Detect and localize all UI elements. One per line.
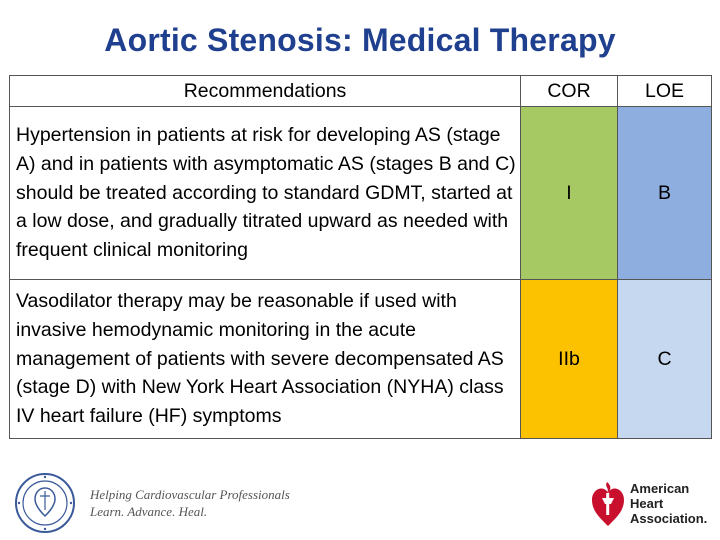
loe-cell: C [618,280,712,439]
recommendations-table [9,75,712,439]
acc-tagline-line2: Learn. Advance. Heal. [90,504,208,519]
header-cor: COR [521,76,618,107]
acc-logo [14,472,290,534]
slide-title: Aortic Stenosis: Medical Therapy [104,22,616,58]
table-row [10,107,712,280]
loe-cell: B [618,107,712,280]
recommendation-text: Vasodilator therapy may be reasonable if used with invasive hemodynamic monitoring in the acute management of patients with severe decompensated AS (stage D) with New York Heart Association (NYHA) class IV heart failure (HF) symptoms [10,280,521,439]
recommendation-text: Hypertension in patients at risk for developing AS (stage A) and in patients with asymptomatic AS (stages B and C) should be treated according to standard GDMT, started at a low dose, and gradually titrated upward as needed with frequent clinical monitoring [10,107,521,280]
aha-logo [590,478,707,528]
table-row [10,280,712,439]
aha-name-line1: American [630,480,690,496]
aha-name-line3: Association. [630,510,708,526]
cor-cell: IIb [521,280,618,439]
acc-tagline-line1: Helping Cardiovascular Professionals [90,487,290,502]
header-loe: LOE [618,76,712,107]
aha-heart-torch-icon [590,478,626,528]
cor-cell: I [521,107,618,280]
acc-seal-icon [14,472,76,534]
table-header-row [10,76,712,107]
aha-name-line2: Heart [630,495,664,511]
header-recommendations: Recommendations [10,76,521,107]
